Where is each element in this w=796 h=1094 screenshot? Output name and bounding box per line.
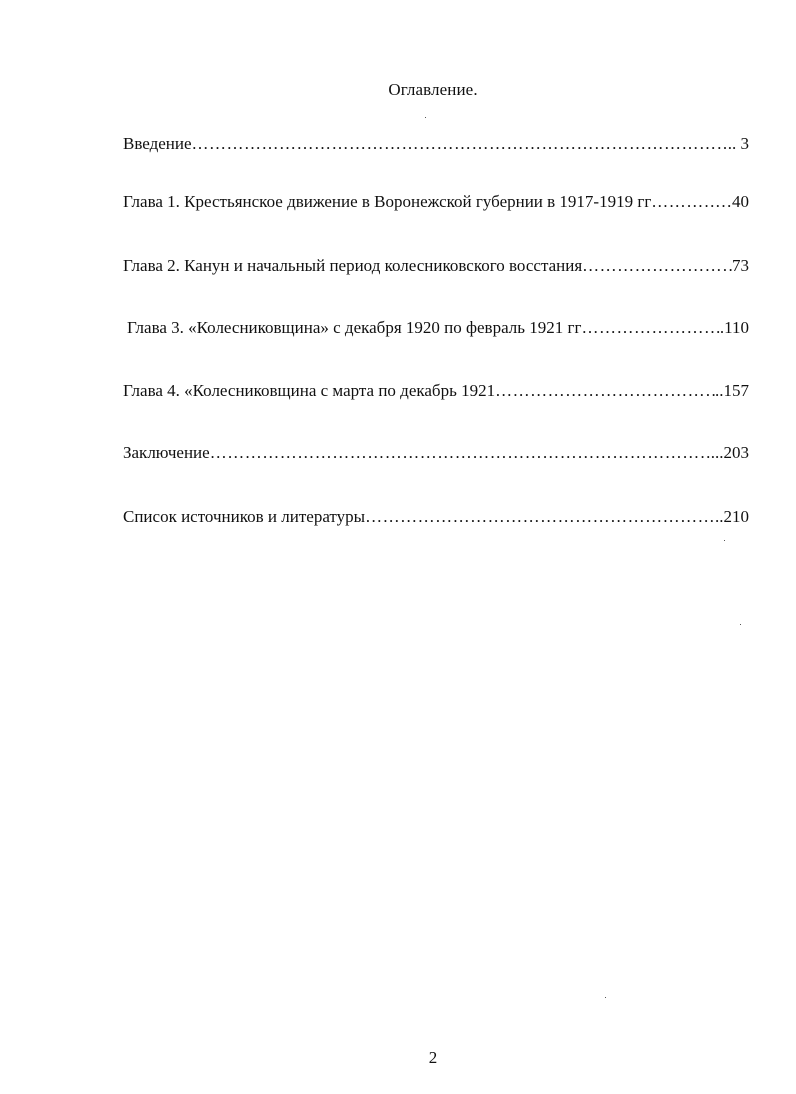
toc-entry-page: 73	[732, 256, 749, 275]
toc-entry-page: ...203	[710, 443, 749, 462]
toc-entry-conclusion[interactable]	[123, 443, 749, 463]
toc-entry-chapter-3[interactable]	[127, 318, 749, 338]
toc-entry-bibliography[interactable]	[123, 507, 749, 527]
toc-entry-chapter-2[interactable]	[123, 256, 749, 276]
dot-leader	[651, 192, 715, 212]
scan-speck	[724, 540, 725, 541]
dot-leader	[210, 443, 711, 463]
toc-entry-page: .110	[719, 318, 749, 337]
scan-speck	[425, 117, 426, 118]
toc-entry-label: Глава 2. Канун и начальный период колесниковского восстания	[123, 256, 583, 275]
dot-leader	[582, 256, 732, 276]
toc-entry-label: Заключение	[123, 443, 210, 462]
dot-leader	[365, 507, 715, 527]
toc-entry-label: Введение	[123, 134, 192, 153]
toc-entry-page: ..157	[715, 381, 749, 400]
toc-entry-page: .. 3	[727, 134, 749, 153]
toc-entry-page: …40	[715, 192, 749, 211]
toc-entry-label: Глава 4. «Колесниковщина с марта по декабрь 1921	[123, 381, 496, 400]
page-number: 2	[428, 1048, 438, 1067]
toc-entry-page: ..210	[715, 507, 749, 526]
toc-entry-label: Глава 3. «Колесниковщина» с декабря 1920 по февраль 1921 гг	[127, 318, 582, 337]
toc-entry-chapter-4[interactable]	[123, 381, 749, 401]
toc-entry-label: Список источников и литературы	[123, 507, 366, 526]
toc-entry-chapter-1[interactable]	[123, 192, 749, 212]
dot-leader	[495, 381, 715, 401]
dot-leader	[192, 134, 728, 154]
scan-speck	[605, 997, 606, 998]
dot-leader	[581, 318, 719, 338]
toc-entry-introduction[interactable]	[123, 134, 749, 154]
toc-title: Оглавление.	[388, 80, 478, 99]
scan-speck	[740, 624, 741, 625]
toc-entry-label: Глава 1. Крестьянское движение в Воронежской губернии в 1917-1919 гг	[123, 192, 652, 211]
